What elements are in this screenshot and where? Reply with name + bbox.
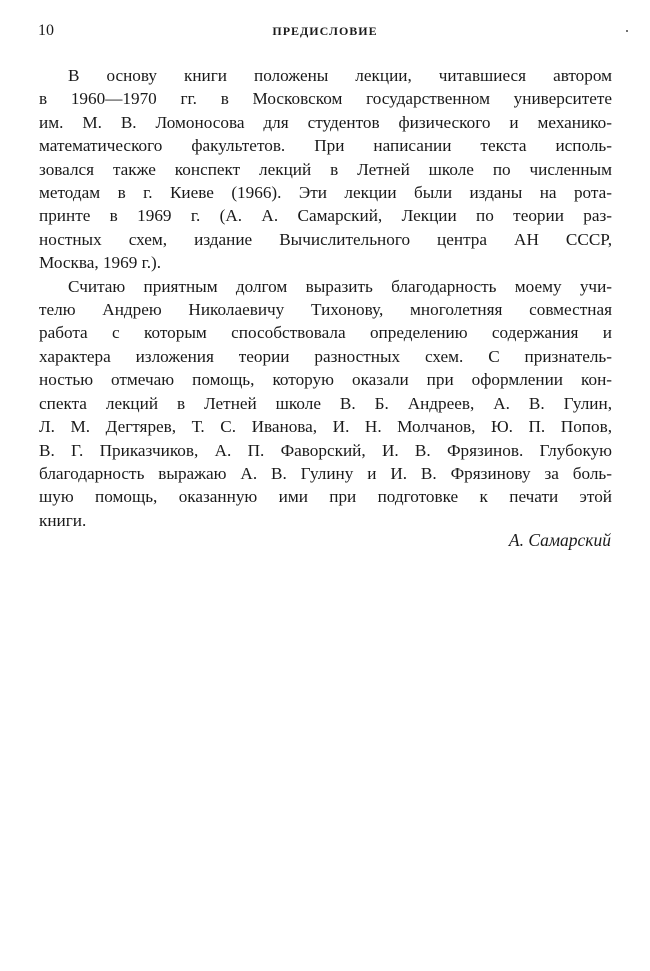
text-line: ностных схем, издание Вычислительного центра АН СССР, — [39, 229, 612, 249]
text-line: шую помощь, оказанную ими при подготовке к печати этой — [39, 487, 612, 507]
text-line: зовался также конспект лекций в Летней школе по численным — [39, 159, 612, 179]
paragraph-1 — [39, 64, 612, 275]
text-line: принте в 1969 г. (А. А. Самарский, Лекции по теории раз- — [39, 206, 612, 226]
text-line: книги. — [39, 510, 87, 530]
text-line: математического факультетов. При написании текста исполь- — [39, 136, 612, 156]
text-line: благодарность выражаю А. В. Гулину и И. В. Фрязинову за боль- — [39, 463, 612, 483]
text-line: характера изложения теории разностных схем. С признатель- — [39, 346, 612, 366]
page-number: 10 — [38, 22, 54, 39]
print-speck — [626, 30, 628, 32]
text-line: методам в г. Киеве (1966). Эти лекции были изданы на рота- — [39, 183, 612, 203]
text-line: В. Г. Приказчиков, А. П. Фаворский, И. В. Фрязинов. Глубокую — [39, 440, 612, 460]
text-line: Москва, 1969 г.). — [39, 253, 162, 273]
text-line: работа с которым способствовала определению содержания и — [39, 323, 612, 343]
text-line: Л. М. Дегтярев, Т. С. Иванова, И. Н. Молчанов, Ю. П. Попов, — [39, 417, 612, 437]
text-line: ностью отмечаю помощь, которую оказали при оформлении кон- — [39, 370, 612, 390]
text-line: Считаю приятным долгом выразить благодарность моему учи- — [68, 276, 612, 296]
preface-body — [39, 64, 612, 532]
author-signature: А. Самарский — [508, 530, 611, 550]
text-line: спекта лекций в Летней школе В. Б. Андреев, А. В. Гулин, — [39, 393, 612, 413]
text-line: в 1960—1970 гг. в Московском государственном университете — [39, 89, 612, 109]
text-line: им. М. В. Ломоносова для студентов физического и механико- — [39, 112, 612, 132]
running-title: ПРЕДИСЛОВИЕ — [272, 24, 378, 38]
text-line: В основу книги положены лекции, читавшиеся автором — [68, 66, 612, 85]
text-line: телю Андрею Николаевичу Тихонову, многолетняя совместная — [39, 300, 612, 320]
paragraph-2 — [39, 275, 612, 532]
